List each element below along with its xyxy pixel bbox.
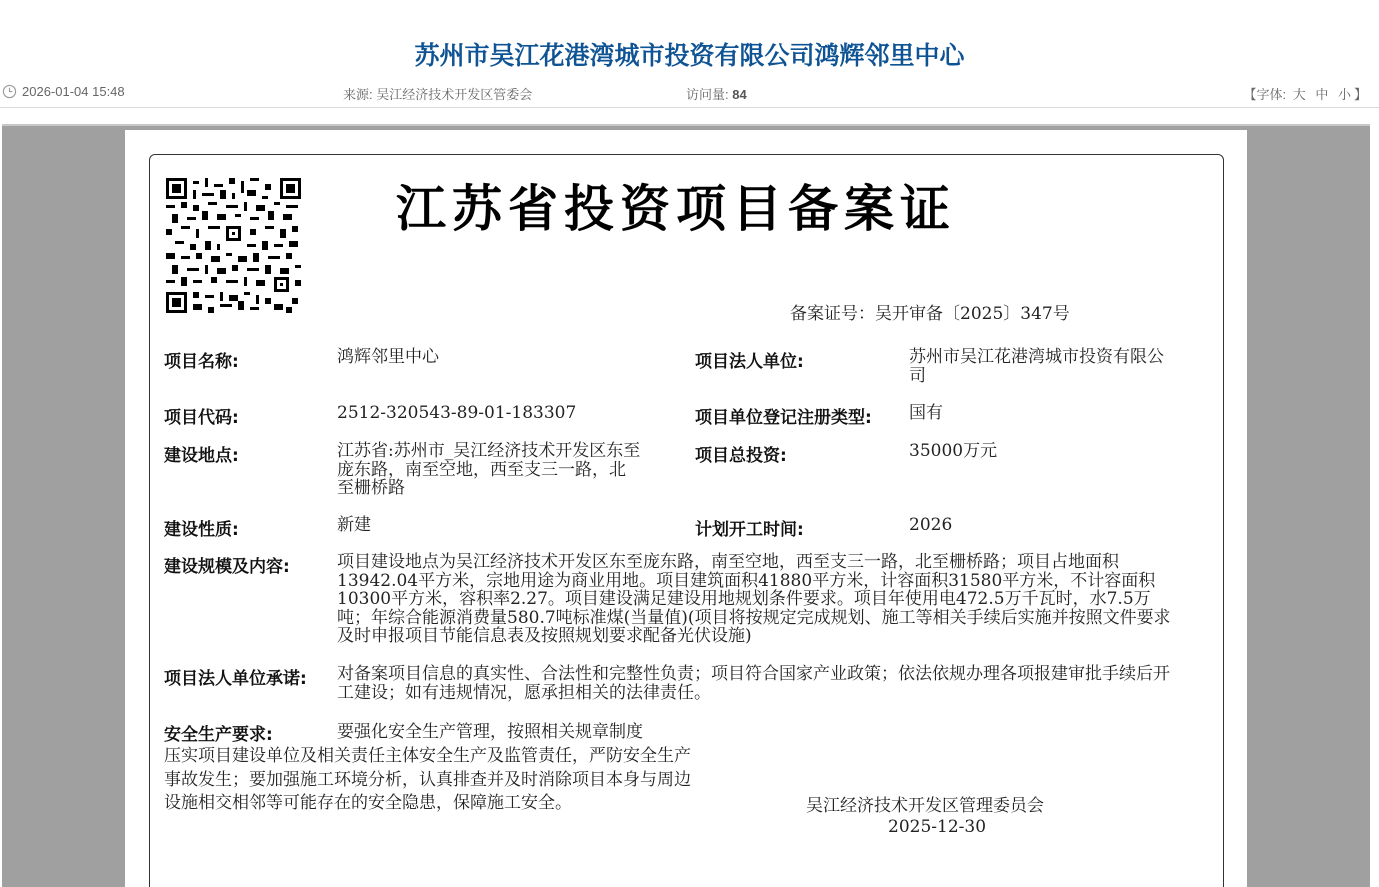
clock-icon [2, 84, 17, 99]
source-value: 吴江经济技术开发区管委会 [376, 87, 533, 102]
nature-value: 新建 [337, 515, 371, 535]
legal-entity-label: 项目法人单位: [695, 352, 804, 372]
issuer: 吴江经济技术开发区管理委员会 [806, 796, 1044, 816]
registration-type-value: 国有 [909, 403, 943, 423]
issue-date: 2025-12-30 [888, 817, 987, 837]
font-size-large[interactable]: 大 [1292, 87, 1306, 102]
visits-label: 访问量: [686, 87, 729, 102]
record-number: 备案证号：吴开审备〔2025〕347号 [790, 304, 1070, 324]
planned-start-value: 2026 [909, 515, 953, 535]
project-code-label: 项目代码: [164, 408, 239, 428]
location-value: 江苏省:苏州市_吴江经济技术开发区东至庞东路，南至空地，西至支三一路，北至栅桥路 [337, 441, 641, 498]
qr-code-icon [166, 178, 301, 313]
nature-label: 建设性质: [164, 520, 239, 540]
total-investment-value: 35000万元 [909, 441, 998, 461]
project-code-value: 2512-320543-89-01-183307 [337, 403, 577, 423]
certificate-frame [149, 154, 1224, 887]
location-label: 建设地点: [164, 446, 239, 466]
font-size-medium[interactable]: 中 [1315, 87, 1329, 102]
article-meta-bar [0, 80, 1379, 108]
visit-count [686, 84, 747, 103]
certificate-title: 江苏省投资项目备案证 [396, 179, 956, 238]
legal-entity-value: 苏州市吴江花港湾城市投资有限公司 [909, 347, 1164, 386]
font-size-small[interactable]: 小 [1337, 87, 1351, 102]
safety-value: 压实项目建设单位及相关责任主体安全生产及监管责任，严防安全生产事故发生；要加强施工环境分析，认真排查并及时消除项目本身与周边设施相交相邻等可能存在的安全隐患，保障施工安全。 [164, 746, 691, 813]
scale-content-value: 项目建设地点为吴江经济技术开发区东至庞东路，南至空地，西至支三一路，北至栅桥路；项目占地面积13942.04平方米，宗地用途为商业用地。项目建筑面积41880平方米，计容面积31580平方米，不计容面积10300平方米，容积率2.27。项目建设满足建设用地规划条件要求。项目年使用电472.5万千瓦时，水7.5万吨；年综合能源消费量580.7吨标准煤(当量值)(项目将按规定完成规划、施工等相关手续后实施并按照文件要求及时申报项目节能信息表及按照规划要求配备光伏设施) [337, 552, 1171, 646]
publish-date [2, 84, 125, 99]
project-name-value: 鸿辉邻里中心 [337, 347, 439, 367]
visits-value: 84 [732, 87, 747, 102]
safety-label: 安全生产要求: [164, 725, 273, 745]
font-size-switcher [1243, 84, 1367, 103]
article-title: 苏州市吴江花港湾城市投资有限公司鸿辉邻里中心 [414, 41, 965, 70]
document-viewer [2, 124, 1370, 887]
project-name-label: 项目名称: [164, 352, 239, 372]
total-investment-label: 项目总投资: [695, 446, 787, 466]
document-page [125, 130, 1247, 887]
font-size-label: 【字体: [1243, 87, 1287, 102]
source-label: 来源: [343, 87, 373, 102]
registration-type-label: 项目单位登记注册类型: [695, 408, 872, 428]
article-source [343, 84, 532, 103]
commitment-label: 项目法人单位承诺: [164, 669, 307, 689]
scale-content-label: 建设规模及内容: [164, 557, 290, 577]
font-size-bracket: 】 [1353, 87, 1367, 102]
safety-value-first-line: 要强化安全生产管理，按照相关规章制度 [337, 722, 643, 742]
planned-start-label: 计划开工时间: [695, 520, 804, 540]
commitment-value: 对备案项目信息的真实性、合法性和完整性负责；项目符合国家产业政策；依法依规办理各项报建审批手续后开工建设；如有违规情况，愿承担相关的法律责任。 [337, 664, 1170, 703]
publish-date-text: 2026-01-04 15:48 [22, 84, 125, 99]
